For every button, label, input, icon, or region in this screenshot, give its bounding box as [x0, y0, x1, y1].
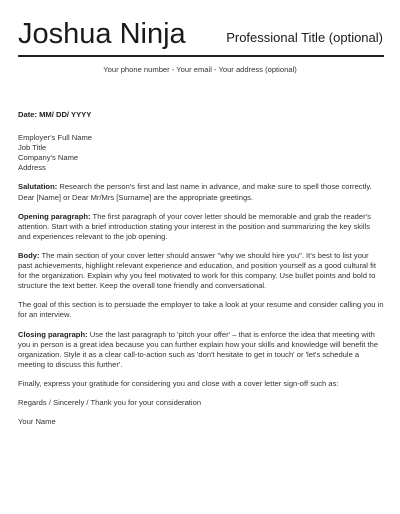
salutation-label: Salutation: — [18, 182, 58, 192]
opening-paragraph — [18, 212, 384, 242]
body-label: Body: — [18, 250, 40, 260]
letter-date: Date: MM/ DD/ YYYY — [18, 110, 92, 119]
sign-off: Regards / Sincerely / Thank you for your consideration — [18, 397, 202, 407]
body-paragraph — [18, 251, 384, 291]
applicant-name: Joshua Ninja — [18, 18, 186, 50]
closing-paragraph — [18, 330, 384, 370]
goal-paragraph: The goal of this section is to persuade the employer to take a look at your resume and consider calling you in for an interview. — [18, 300, 384, 320]
recipient-company: Company's Name — [18, 153, 79, 163]
opening-label: Opening paragraph: — [18, 211, 91, 221]
salutation-paragraph — [18, 182, 384, 202]
contact-line: Your phone number - Your email - Your address (optional) — [103, 65, 297, 74]
body-text: The main section of your cover letter should answer "why we should hire you". It's best to list your past achievements, highlight relevant experience and education, and position yourself as a good cultural fit for the organization. Explain why you feel motivated to work for this company. Use bullet points and bold to structure the text better. Keep the overall tone friendly and conversational. — [18, 250, 376, 291]
closing-label: Closing paragraph: — [18, 329, 88, 339]
recipient-job-title: Job Title — [18, 143, 47, 153]
letter-body — [18, 110, 384, 436]
recipient-address: Address — [18, 163, 46, 173]
salutation-text: Research the person's first and last name in advance, and make sure to spell those correctly. Dear [Name] or Dear Mr/Mrs [Surname] are the appropriate greetings. — [18, 182, 372, 202]
gratitude-paragraph: Finally, express your gratitude for considering you and close with a cover letter sign-off such as: — [18, 378, 339, 388]
recipient-name: Employer's Full Name — [18, 133, 93, 143]
signature-name: Your Name — [18, 417, 56, 427]
opening-text: The first paragraph of your cover letter should be memorable and grab the reader's attention. Start with a brief introduction stating your interest in the position and summarizing the key skills and experiences relevant to the job opening. — [18, 211, 371, 241]
closing-text: Use the last paragraph to 'pitch your offer' – that is enforce the idea that meeting with you in person is a great idea because you can further explain how your skills and knowledge will benefit the organization. Style it as a clear call-to-action such as 'don't hesitate to get in touch' or 'let's schedule a meeting to discuss this further'. — [18, 329, 379, 369]
letter-header — [18, 17, 384, 57]
professional-title: Professional Title (optional) — [226, 30, 383, 45]
header-divider — [18, 55, 384, 57]
